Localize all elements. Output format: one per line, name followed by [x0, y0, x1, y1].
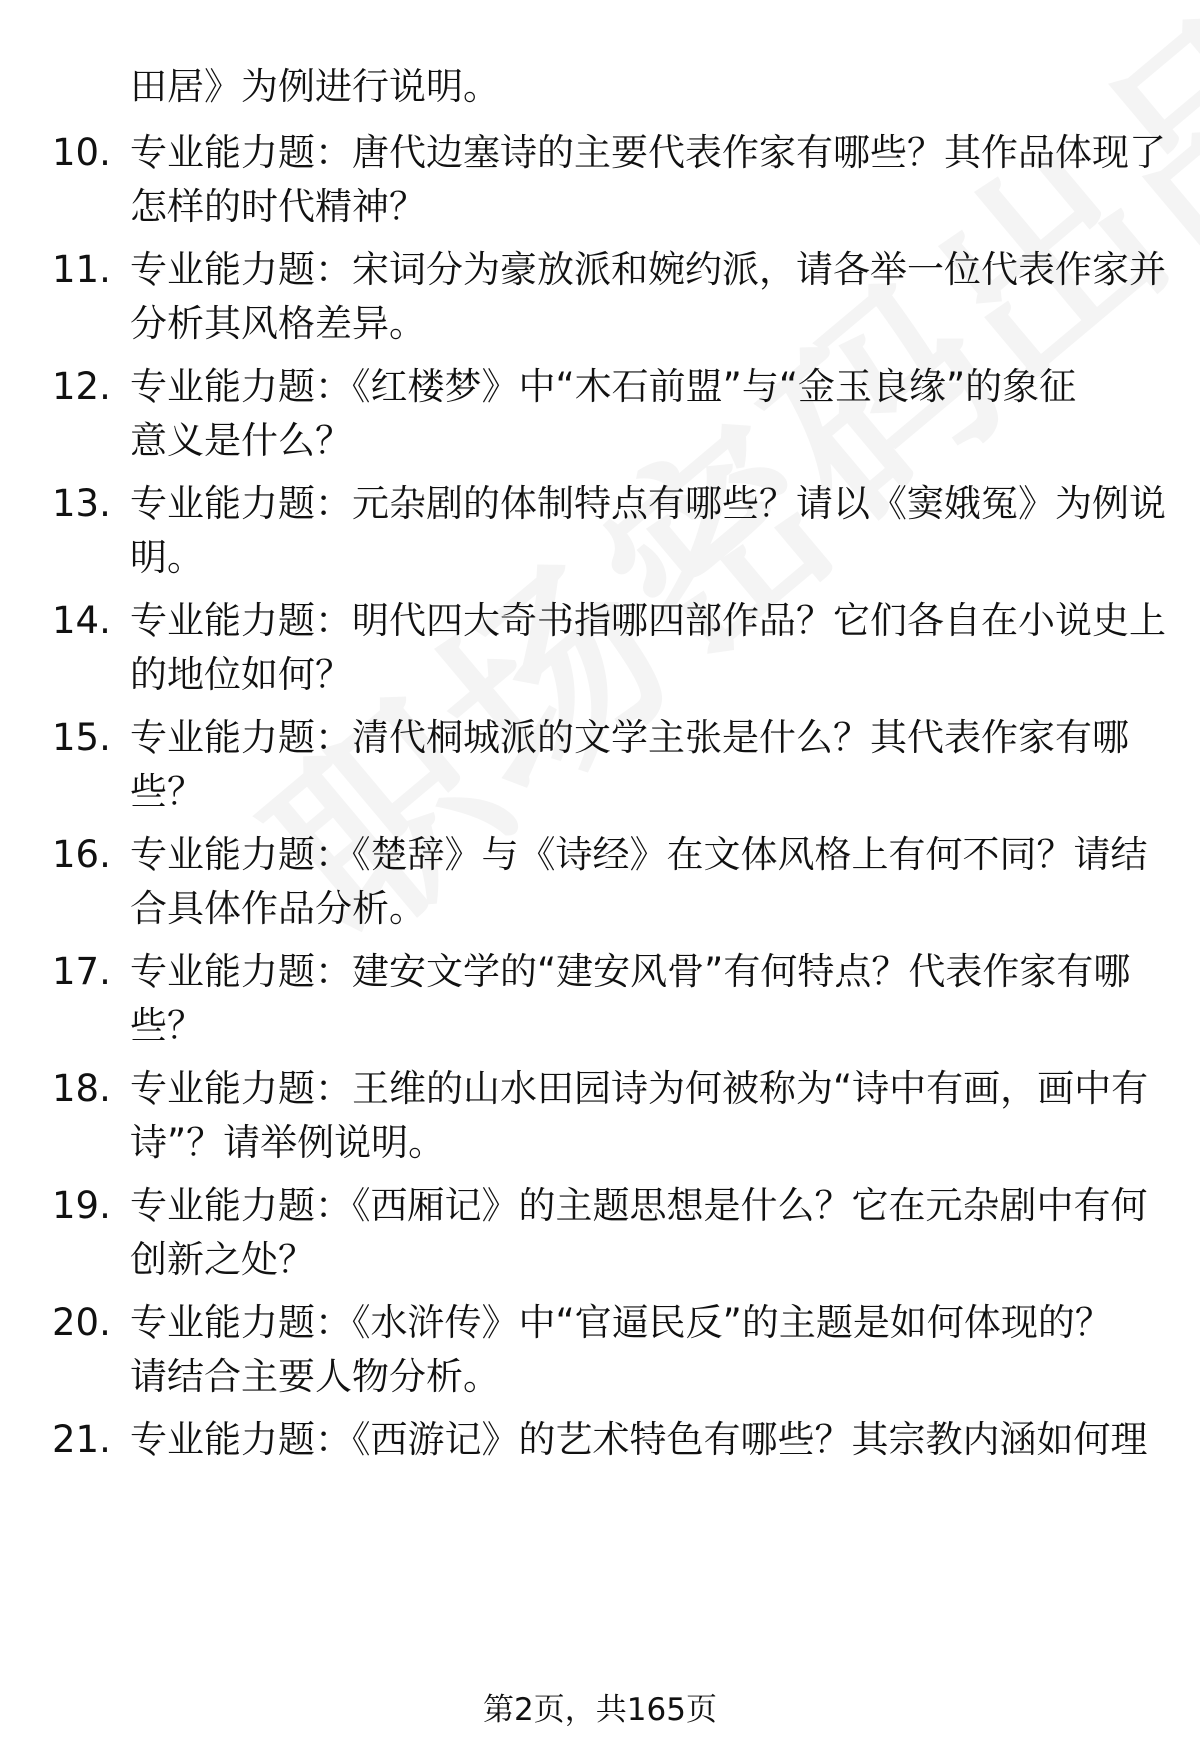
question-number: 12.: [52, 365, 111, 408]
question-line: 合具体作品分析。: [130, 887, 426, 930]
question-number: 20.: [52, 1301, 111, 1344]
question-line: 专业能力题：建安文学的“建安风骨”有何特点？代表作家有哪: [130, 950, 1131, 993]
question-text: [130, 126, 1166, 234]
question-text: [130, 477, 1166, 585]
question-number: 14.: [52, 599, 111, 642]
question-number: 19.: [52, 1184, 111, 1227]
question-line: 专业能力题：《红楼梦》中“木石前盟”与“金玉良缘”的象征: [130, 365, 1077, 408]
continuation-text: 田居》为例进行说明。: [130, 65, 500, 108]
question-line: 请结合主要人物分析。: [130, 1355, 500, 1398]
question-text: [130, 711, 1150, 819]
question-line: 怎样的时代精神？: [130, 185, 426, 228]
question-line: 专业能力题：《西厢记》的主题思想是什么？它在元杂剧中有何: [130, 1184, 1148, 1227]
question-line: 专业能力题：《水浒传》中“官逼民反”的主题是如何体现的？: [130, 1301, 1112, 1344]
question-line: 专业能力题：元杂剧的体制特点有哪些？请以《窦娥冤》为例说: [130, 482, 1166, 525]
question-line: 些？: [130, 770, 204, 813]
question-line: 专业能力题：《楚辞》与《诗经》在文体风格上有何不同？请结: [130, 833, 1148, 876]
page-footer: 第2页，共165页: [483, 1692, 717, 1728]
question-text: [130, 828, 1150, 936]
question-number: 16.: [52, 833, 111, 876]
question-text: [130, 945, 1150, 1053]
question-line: 专业能力题：清代桐城派的文学主张是什么？其代表作家有哪: [130, 716, 1129, 759]
question-line: 专业能力题：唐代边塞诗的主要代表作家有哪些？其作品体现了: [130, 131, 1166, 174]
question-text: [130, 243, 1166, 351]
question-text: [130, 1296, 1150, 1404]
question-number: 21.: [52, 1418, 111, 1461]
question-number: 15.: [52, 716, 111, 759]
question-number: 10.: [52, 131, 111, 174]
question-text: [130, 1179, 1150, 1287]
question-number: 11.: [52, 248, 111, 291]
question-line: 专业能力题：《西游记》的艺术特色有哪些？其宗教内涵如何理: [130, 1418, 1148, 1461]
question-number: 13.: [52, 482, 111, 525]
question-line: 明。: [130, 536, 204, 579]
question-text: [130, 594, 1166, 702]
question-line: 专业能力题：宋词分为豪放派和婉约派，请各举一位代表作家并: [130, 248, 1166, 291]
question-number: 17.: [52, 950, 111, 993]
question-text: [130, 360, 1150, 468]
question-text: [130, 1413, 1150, 1467]
question-line: 的地位如何？: [130, 653, 352, 696]
question-text: [130, 1062, 1150, 1170]
question-line: 诗”？请举例说明。: [130, 1121, 446, 1164]
question-line: 些？: [130, 1004, 204, 1047]
question-line: 意义是什么？: [130, 419, 352, 462]
question-line: 分析其风格差异。: [130, 302, 426, 345]
question-line: 专业能力题：明代四大奇书指哪四部作品？它们各自在小说史上: [130, 599, 1166, 642]
question-line: 创新之处？: [130, 1238, 315, 1281]
question-number: 18.: [52, 1067, 111, 1110]
question-line: 专业能力题：王维的山水田园诗为何被称为“诗中有画，画中有: [130, 1067, 1149, 1110]
